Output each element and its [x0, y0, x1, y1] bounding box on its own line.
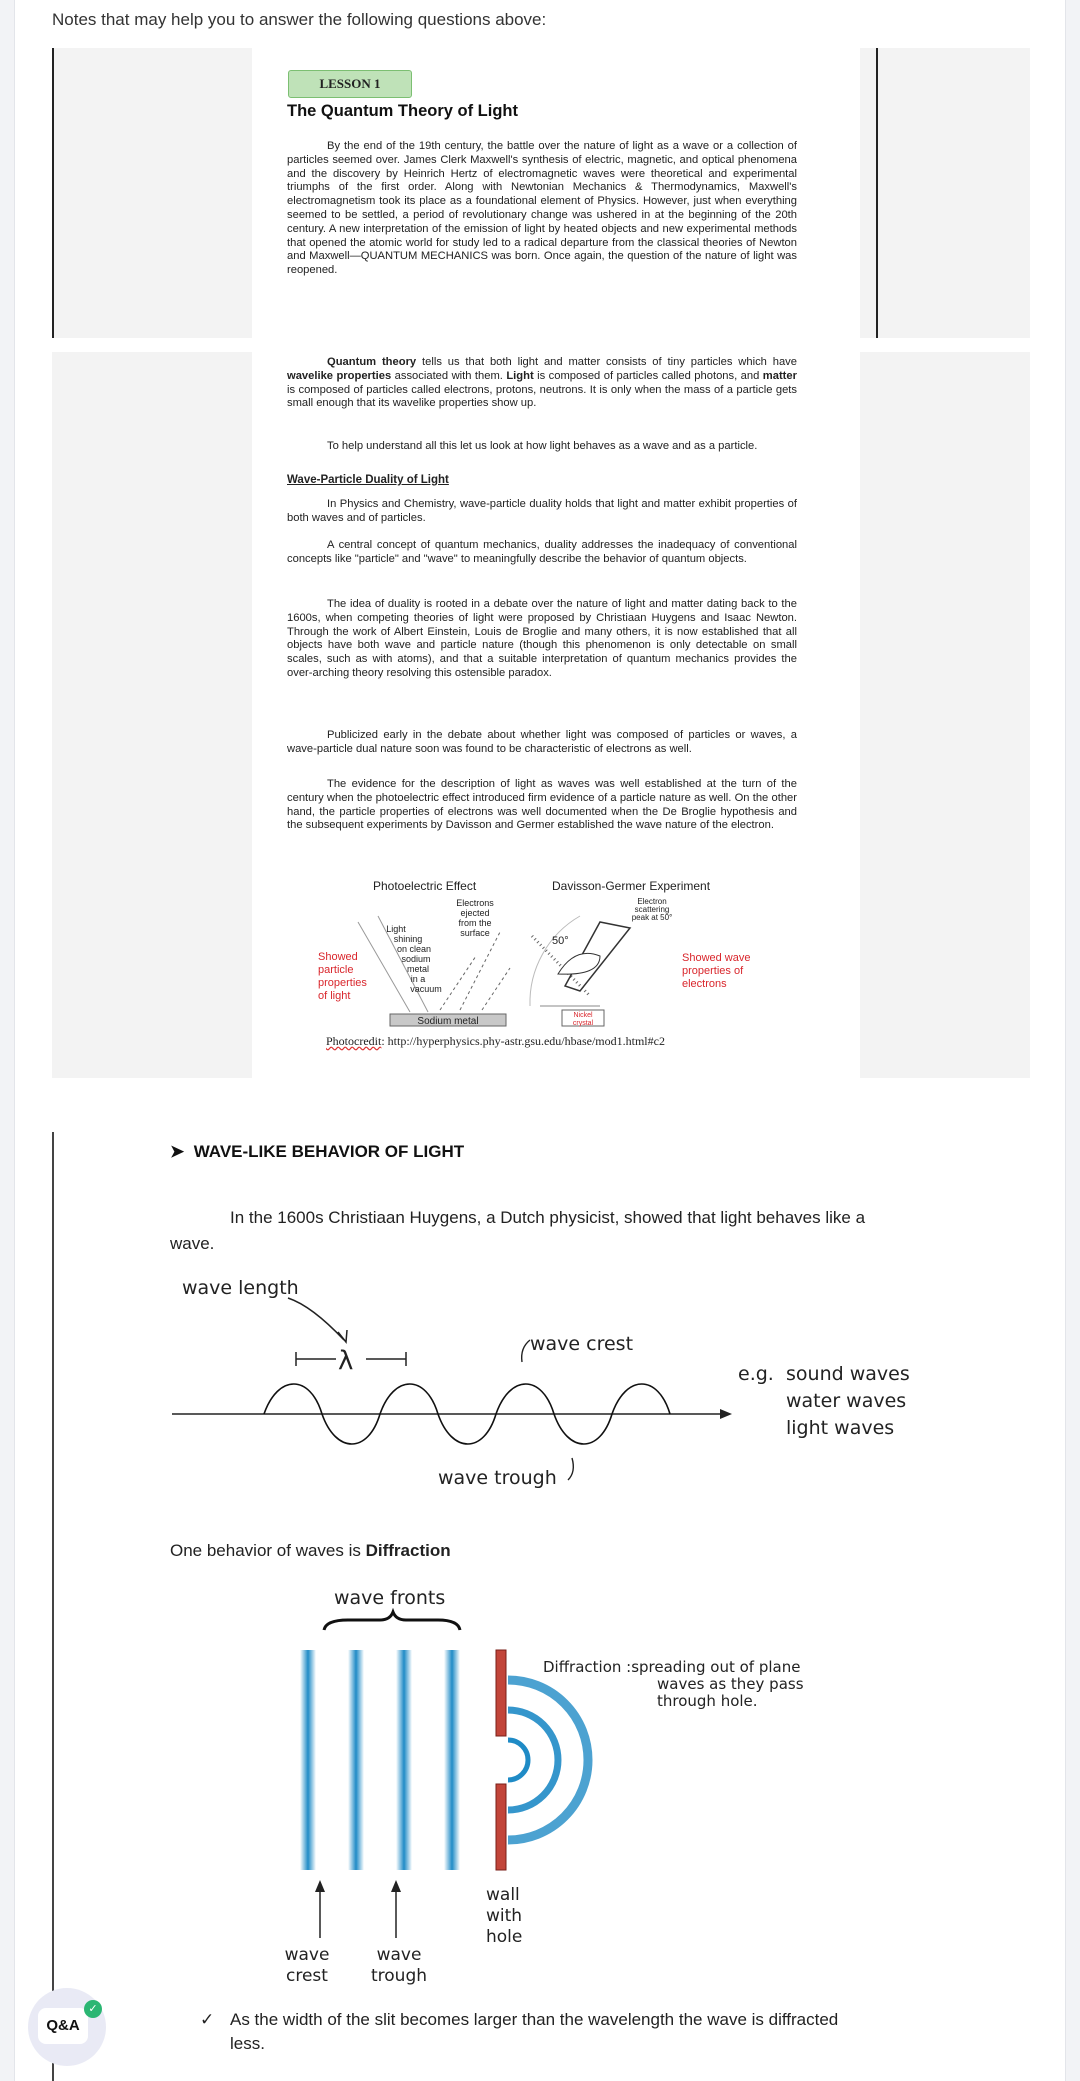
verified-check-icon: ✓ — [84, 2000, 102, 2018]
lesson-title: The Quantum Theory of Light — [287, 102, 518, 120]
wave-front — [444, 1650, 460, 1870]
duality-figure — [300, 876, 751, 1032]
lesson-paragraph: By the end of the 19th century, the battle over the nature of light as a wave or a collection of particles seemed over. James Clerk Maxwell's synthesis of electric, magnetic, and optical phenomena and the discovery by Heinrich Hertz of electromagnetic waves were theoretical and experimental triumphs of the first order. Along with Newtonian Mechanics & Thermodynamics, Maxwell's electromagnetism took its place as a foundational element of Physics. However, just when everything seemed to be settled, a period of revolutionary change was ushered in at the beginning of the 20th century. A new interpretation of the emission of light by heated objects and new experimental methods that opened the atomic world for study led to a radical departure from the classical theories of Newton and Maxwell—QUANTUM MECHANICS was born. Once again, the question of the nature of light was reopened. — [287, 140, 797, 277]
svg-text:Nickel: Nickel — [573, 1012, 593, 1019]
scatter-lobe — [558, 953, 600, 974]
diffracted-wave — [508, 1680, 588, 1840]
svg-text:properties of: properties of — [682, 965, 744, 977]
eg-label: e.g. — [738, 1363, 774, 1385]
svg-text:waves as they pass: waves as they pass — [657, 1675, 804, 1693]
huygens-text: In the 1600s Christiaan Huygens, a Dutch physicist, showed that light behaves like a — [230, 1208, 866, 1227]
wall-lower — [496, 1784, 506, 1870]
duality-paragraph: Publicized early in the debate about whether light was composed of particles or waves, a wave-particle dual nature soon was found to be characteristic of electrons as well. — [287, 729, 797, 755]
svg-text:Electrons: Electrons — [456, 898, 494, 908]
quantum-theory-paragraph: Quantum theory tells us that both light and matter consists of tiny particles which have wavelike properties associated with them. Light is composed of particles called photons, and matter is composed of particles called electrons, protons, neutrons. It is only when the mass of a particle gets small enough that its wavelike properties show up. — [287, 356, 797, 410]
crest-label: wave — [284, 1945, 330, 1965]
svg-text:crest: crest — [286, 1966, 328, 1986]
svg-text:properties: properties — [318, 977, 367, 989]
svg-text:in a: in a — [410, 974, 426, 984]
svg-text:particle: particle — [318, 964, 354, 976]
pe-title: Photoelectric Effect — [373, 879, 477, 893]
svg-text:on clean: on clean — [396, 944, 432, 954]
diffraction-definition: Diffraction :spreading out of plane — [543, 1658, 801, 1676]
wave-diagram — [160, 1270, 920, 1510]
diffracted-wave — [508, 1740, 528, 1780]
angle-label: 50° — [552, 935, 569, 947]
duality-heading: Wave-Particle Duality of Light — [287, 474, 449, 486]
svg-text:ejected: ejected — [460, 908, 490, 918]
svg-text:vacuum: vacuum — [410, 984, 442, 994]
svg-text:shining: shining — [393, 934, 423, 944]
electron-path — [460, 932, 500, 1010]
slit-note: As the width of the slit becomes larger than the wavelength the wave is diffracted — [230, 2010, 839, 2029]
wave-crest-label: wave crest — [530, 1333, 634, 1355]
svg-text:with: with — [486, 1906, 523, 1926]
example-item: sound waves — [786, 1363, 910, 1385]
svg-text:electrons: electrons — [682, 978, 727, 990]
diffracted-wave — [508, 1710, 558, 1810]
lesson-tag: LESSON 1 — [288, 70, 412, 98]
electron-path — [482, 968, 510, 1010]
qa-label: Q&A — [38, 2008, 88, 2044]
svg-text:Showed wave: Showed wave — [682, 952, 751, 964]
slit-note-cont: less. — [230, 2034, 265, 2053]
diffraction-diagram — [260, 1570, 820, 1990]
svg-text:metal: metal — [406, 964, 430, 974]
wave-front — [396, 1650, 412, 1870]
left-rail — [0, 0, 15, 2081]
example-item: light waves — [786, 1417, 895, 1439]
svg-text:sodium: sodium — [401, 954, 431, 964]
brace-icon — [324, 1612, 460, 1630]
dg-title: Davisson-Germer Experiment — [552, 879, 711, 893]
example-item: water waves — [786, 1390, 907, 1412]
svg-text:of light: of light — [318, 990, 351, 1002]
duality-paragraph: A central concept of quantum mechanics, duality addresses the inadequacy of conventional concepts like "particle" and "wave" to meaningfully describe the behavior of quantum objects. — [287, 539, 797, 565]
sodium-label: Sodium metal — [417, 1016, 479, 1027]
duality-paragraph: The evidence for the description of light as waves was well established at the turn of the century when the photoelectric effect introduced firm evidence of a particle nature as well. On the other hand, the particle properties of electrons was well documented when the De Broglie hypothesis and the subsequent experiments by Davisson and Germer established the wave nature of the electron. — [287, 778, 797, 832]
svg-text:from the: from the — [458, 918, 492, 928]
svg-text:crystal: crystal — [572, 1020, 594, 1027]
photo-credit: Photocredit: http://hyperphysics.phy-astr.gsu.edu/hbase/mod1.html#c2 — [326, 1034, 665, 1048]
wave-front — [348, 1650, 364, 1870]
svg-text:peak at 50°: peak at 50° — [631, 913, 673, 922]
help-paragraph: To help understand all this let us look at how light behaves as a wave and as a particle. — [327, 440, 758, 452]
page-edge-left — [52, 48, 54, 338]
huygens-text-cont: wave. — [170, 1234, 215, 1253]
wave-fronts-label: wave fronts — [334, 1587, 446, 1609]
svg-text:surface: surface — [460, 928, 490, 938]
scrollbar-track[interactable] — [1065, 0, 1080, 2081]
wave-trough-label: wave trough — [438, 1467, 557, 1489]
svg-text:Light: Light — [386, 924, 406, 934]
wave-front — [300, 1650, 316, 1870]
wall-label: wall — [486, 1885, 520, 1905]
trough-label: wave — [376, 1945, 422, 1965]
svg-text:Showed: Showed — [318, 951, 358, 963]
check-icon: ✓ — [200, 2010, 215, 2029]
wall-upper — [496, 1650, 506, 1736]
electron-path — [440, 956, 476, 1010]
qa-button[interactable] — [28, 1988, 106, 2066]
svg-text:Electron: Electron — [637, 897, 667, 906]
duality-paragraph: In Physics and Chemistry, wave-particle duality holds that light and matter exhibit properties of both waves and of particles. — [287, 498, 797, 524]
svg-text:scattering: scattering — [634, 905, 670, 914]
svg-text:trough: trough — [370, 1966, 428, 1986]
intro-text: Notes that may help you to answer the following questions above: — [52, 10, 547, 29]
pointer-arrow — [288, 1298, 344, 1340]
page-edge-right — [876, 48, 878, 338]
svg-text:hole: hole — [486, 1927, 523, 1947]
section-heading: ➤ WAVE-LIKE BEHAVIOR OF LIGHT — [170, 1142, 465, 1161]
svg-text:through hole.: through hole. — [657, 1692, 758, 1710]
wave-length-label: wave length — [182, 1277, 299, 1299]
arrow-bullet-icon: ➤ — [170, 1142, 194, 1161]
duality-paragraph: The idea of duality is rooted in a debate over the nature of light and matter dating back to the 1600s, when competing theories of light were proposed by Christiaan Huygens and Isaac Newton. Through the work of Albert Einstein, Louis de Broglie and many others, it is now established that all objects have both wave and particle nature (though this phenomenon is only detectable on small scales, such as with atoms), and that a suitable interpretation of quantum mechanics provides the over-arching theory resolving this ostensible paradox. — [287, 598, 797, 679]
lambda-symbol: λ — [338, 1346, 354, 1376]
diffraction-intro: One behavior of waves is Diffraction — [170, 1541, 451, 1560]
